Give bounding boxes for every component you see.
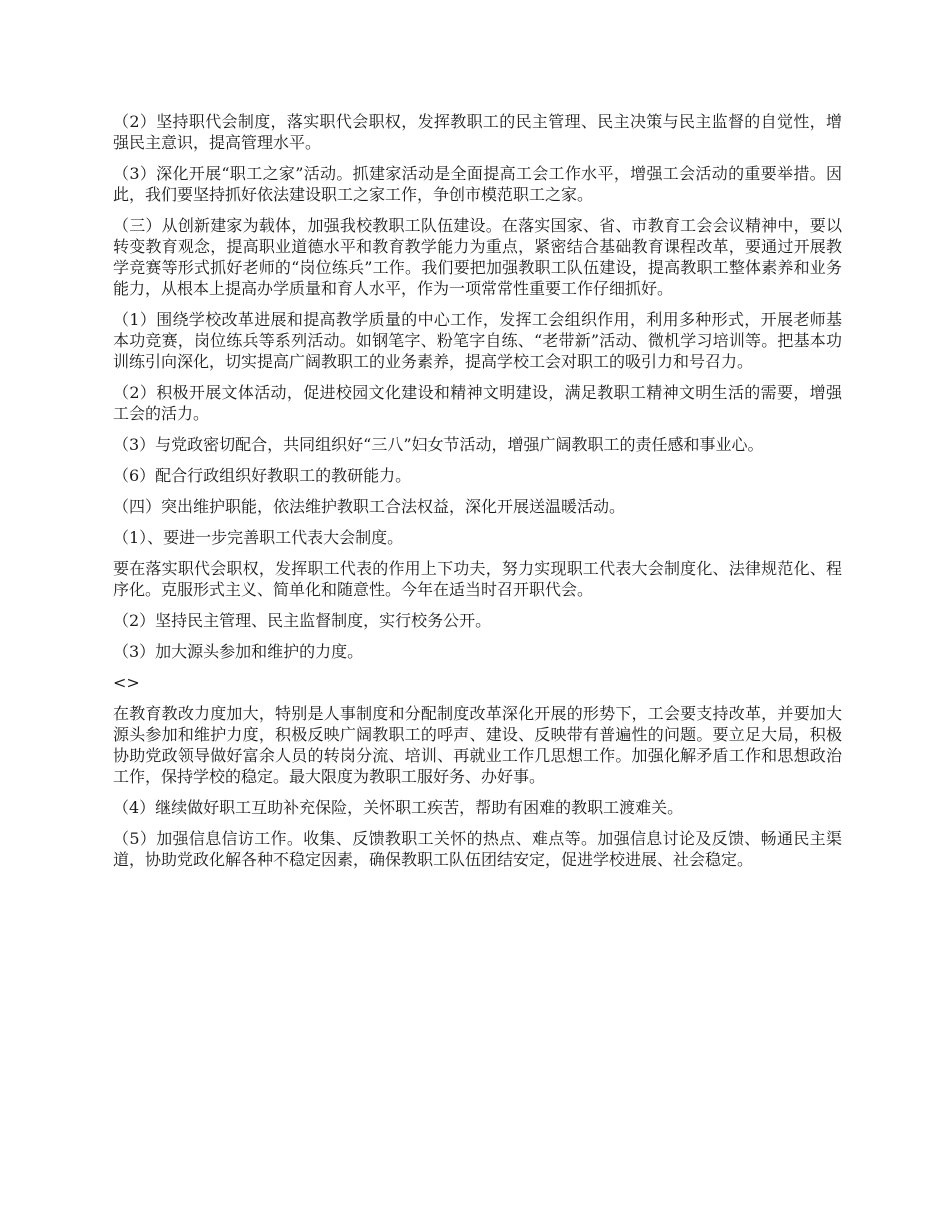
paragraph-democratic-management: （2）坚持民主管理、民主监督制度，实行校务公开。 (113, 611, 492, 630)
paragraph-staff-representatives: 要在落实职代会职权，发挥职工代表的作用上下功夫，努力实现职工代表大会制度化、法律规范化、程序化。克服形式主义、简单化和随意性。今年在适当时召开职代会。 (113, 559, 842, 599)
paragraph-teaching-research: （6）配合行政组织好教职工的教研能力。 (113, 466, 412, 485)
paragraph-womens-day-activity: （3）与党政密切配合，共同组织好“三八”妇女节活动，增强广阔教职工的责任感和事业心。 (113, 435, 764, 454)
paragraph-cultural-sports-activities: （2）积极开展文体活动，促进校园文化建设和精神文明建设，满足教职工精神文明生活的需要，增强工会的活力。 (113, 383, 842, 423)
paragraph-teaching-skills-competition: （1）围绕学校改革进展和提高教学质量的中心工作，发挥工会组织作用，利用多种形式，开展老师基本功竞赛，岗位练兵等系列活动。如钢笔字、粉笔字自练、“老带新”活动、微机学习培训等。把基本功训练引向深化，切实提高广阔教职工的业务素养，提高学校工会对职工的吸引力和号召力。 (113, 310, 842, 371)
paragraph-mutual-insurance: （4）继续做好职工互助补充保险，关怀职工疾苦，帮助有困难的教职工渡难关。 (113, 798, 684, 817)
paragraph-education-reform: 在教育教改力度加大，特别是人事制度和分配制度改革深化开展的形势下，工会要支持改革，并要加大源头参加和维护力度，积极反映广阔教职工的呼声、建设、反映带有普遍性的问题。要立足大局，积极协助党政领导做好富余人员的转岗分流、培训、再就业工作几思想工作。加强化解矛盾工作和思想政治工作，保持学校的稳定。最大限度为教职工服好务、办好事。 (113, 704, 842, 786)
paragraph-improve-staff-congress: （1）、要进一步完善职工代表大会制度。 (113, 528, 404, 547)
paragraph-workers-home-activity: （3）深化开展“职工之家”活动。抓建家活动是全面提高工会工作水平，增强工会活动的重要举措。因此，我们要坚持抓好依法建设职工之家工作，争创市模范职工之家。 (113, 164, 842, 204)
paragraph-placeholder-mark: <> (113, 673, 140, 692)
paragraph-source-participation: （3）加大源头参加和维护的力度。 (113, 642, 364, 661)
paragraph-section-three-team-building: （三）从创新建家为载体，加强我校教职工队伍建设。在落实国家、省、市教育工会会议精神中，要以转变教育观念，提高职业道德水平和教育教学能力为重点，紧密结合基础教育课程改革，要通过开展教学竞赛等形式抓好老师的“岗位练兵”工作。我们要把加强教职工队伍建设，提高教职工整体素养和业务能力，从根本上提高办学质量和育人水平，作为一项常常性重要工作仔细抓好。 (113, 216, 842, 298)
document-body (113, 111, 842, 880)
paragraph-staff-congress-system: （2）坚持职代会制度，落实职代会职权，发挥教职工的民主管理、民主决策与民主监督的自觉性，增强民主意识，提高管理水平。 (113, 112, 842, 152)
paragraph-section-four-rights-protection: （四）突出维护职能，依法维护教职工合法权益，深化开展送温暖活动。 (113, 497, 626, 516)
paragraph-information-petition: （5）加强信息信访工作。收集、反馈教职工关怀的热点、难点等。加强信息讨论及反馈、畅通民主渠道，协助党政化解各种不稳定因素，确保教职工队伍团结安定，促进学校进展、社会稳定。 (113, 829, 842, 869)
